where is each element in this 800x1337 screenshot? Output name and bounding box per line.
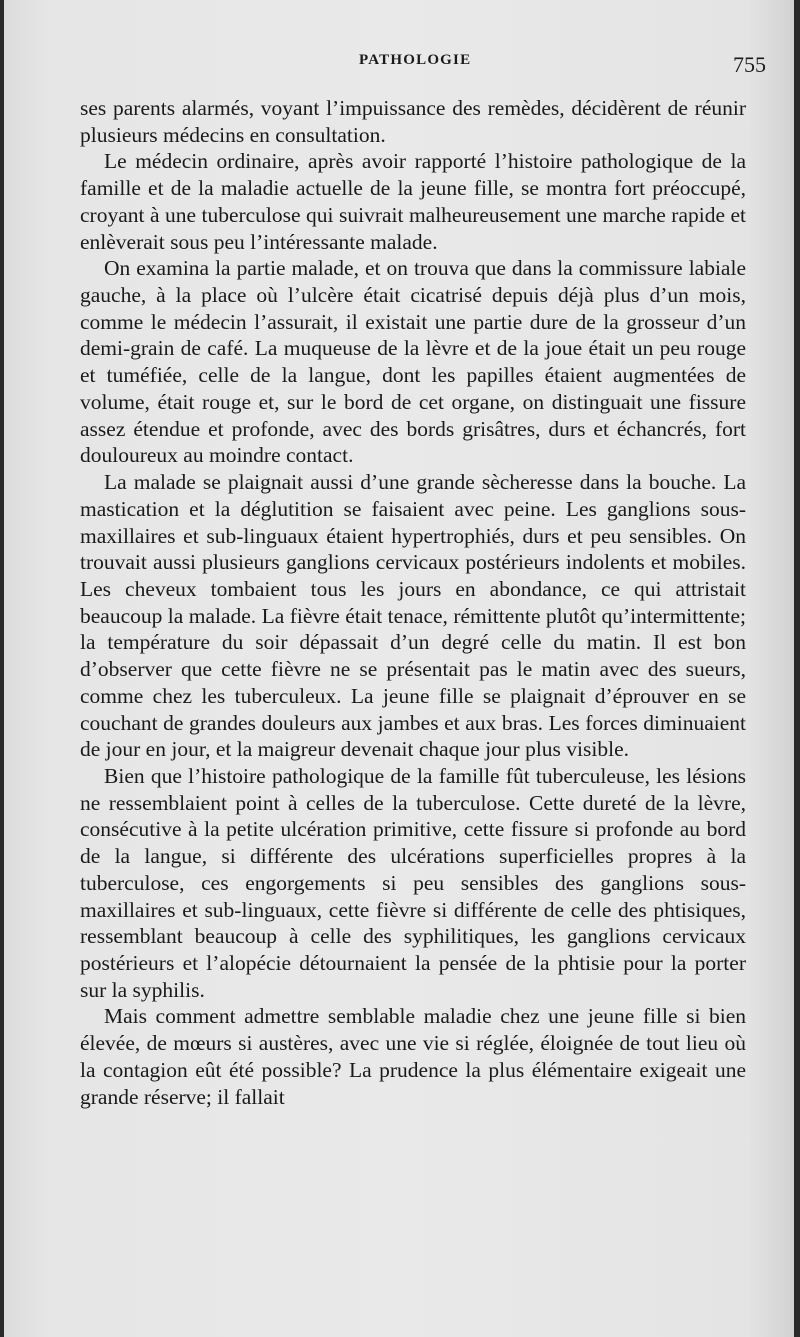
running-header [4, 52, 794, 76]
page-number: 755 [733, 52, 766, 77]
book-page [4, 0, 794, 1337]
paragraph-continuation: ses parents alarmés, voyant l’impuissance des remèdes, décidèrent de réunir plusieurs médecins en consultation. [80, 96, 746, 147]
body-text [80, 95, 746, 1110]
paragraph: Bien que l’histoire pathologique de la famille fût tuberculeuse, les lésions ne ressemblaient point à celles de la tuberculose. Cette dureté de la lèvre, consécutive à la petite ulcération primitive, cette fissure si profonde au bord de la langue, si différente des ulcérations superficielles propres à la tuberculose, ces engorgements si peu sensibles des ganglions sous-maxillaires et sub-linguaux, cette fièvre si différente de celle des phtisiques, ressemblant beaucoup à celle des syphilitiques, les ganglions cervicaux postérieurs et l’alopécie détournaient la pensée de la phtisie pour la porter sur la syphilis. [80, 763, 746, 1002]
paragraph: Mais comment admettre semblable maladie chez une jeune fille si bien élevée, de mœurs si austères, avec une vie si réglée, éloignée de tout lieu où la contagion eût été possible? La prudence la plus élémentaire exigeait une grande réserve; il fallait [80, 1004, 746, 1109]
running-title: PATHOLOGIE [359, 52, 472, 68]
paragraph: La malade se plaignait aussi d’une grande sècheresse dans la bouche. La mastication et la déglutition se faisaient avec peine. Les ganglions sous-maxillaires et sub-linguaux étaient hypertrophiés, durs et peu sensibles. On trouvait aussi plusieurs ganglions cervicaux postérieurs indolents et mobiles. Les cheveux tombaient tous les jours en abondance, ce qui attristait beaucoup la malade. La fièvre était tenace, rémittente plutôt qu’intermittente; la température du soir dépassait d’un degré celle du matin. Il est bon d’observer que cette fièvre ne se présentait pas le matin avec des sueurs, comme chez les tuberculeux. La jeune fille se plaignait d’éprouver en se couchant de grandes douleurs aux jambes et aux bras. Les forces diminuaient de jour en jour, et la maigreur devenait chaque jour plus visible. [80, 470, 746, 762]
paragraph: Le médecin ordinaire, après avoir rapporté l’histoire pathologique de la famille et de la maladie actuelle de la jeune fille, se montra fort préoccupé, croyant à une tuberculose qui suivrait malheureusement une marche rapide et enlèverait sous peu l’intéressante malade. [80, 149, 746, 254]
paragraph: On examina la partie malade, et on trouva que dans la commissure labiale gauche, à la place où l’ulcère était cicatrisé depuis déjà plus d’un mois, comme le médecin l’assurait, il existait une partie dure de la grosseur d’un demi-grain de café. La muqueuse de la lèvre et de la joue était un peu rouge et tuméfiée, celle de la langue, dont les papilles étaient augmentées de volume, était rouge et, sur le bord de cet organe, on distinguait une fissure assez étendue et profonde, avec des bords grisâtres, durs et échancrés, fort douloureux au moindre contact. [80, 256, 746, 468]
